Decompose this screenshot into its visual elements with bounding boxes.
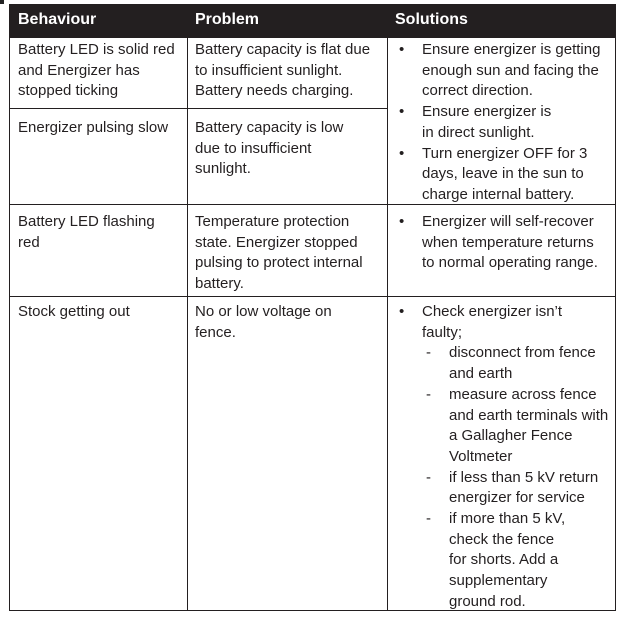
col-divider-1 — [187, 38, 188, 611]
solution-bullet: • Turn energizer OFF for 3 days, leave in the sun to charge internal battery. — [395, 144, 597, 206]
header-problem: Problem — [195, 11, 260, 28]
row4-behaviour: Stock getting out — [18, 303, 130, 320]
border-left — [9, 38, 10, 611]
solutions-row-4 — [395, 302, 615, 613]
table-header — [9, 4, 616, 38]
solution-subitem: - measure across fence and earth terminals with a Gallagher Fence Voltmeter — [395, 385, 609, 468]
solutions-rows-1-2 — [395, 40, 615, 206]
solution-bullet: • Energizer will self-recover when temperature returns to normal operating range. — [395, 212, 610, 274]
solution-subitem: - if more than 5 kV, check the fence for shorts. Add a supplementary ground rod. — [395, 509, 574, 613]
solution-bullet-text: Check energizer isn’t faulty; — [422, 303, 563, 341]
row1-problem: Battery capacity is flat due to insufficient sunlight. Battery needs charging. — [195, 41, 371, 100]
col-divider-2 — [387, 38, 388, 611]
corner-mark — [0, 0, 4, 4]
troubleshooting-table — [9, 4, 616, 611]
solution-bullet: • Ensure energizer is in direct sunlight. — [395, 102, 562, 143]
row1-behaviour: Battery LED is solid red and Energizer has stopped ticking — [18, 41, 175, 100]
solutions-row-3 — [395, 212, 615, 274]
row3-behaviour: Battery LED flashing red — [18, 213, 155, 251]
header-solutions: Solutions — [395, 11, 468, 28]
solution-bullet — [395, 302, 609, 613]
row3-problem: Temperature protection state. Energizer stopped pulsing to protect internal battery. — [195, 213, 363, 293]
row4-problem: No or low voltage on fence. — [195, 303, 332, 341]
solution-subitem: - if less than 5 kV return energizer for service — [395, 468, 614, 509]
row2-problem: Battery capacity is low due to insufficient sunlight. — [195, 119, 344, 178]
row-divider-3 — [9, 296, 616, 297]
row2-behaviour: Energizer pulsing slow — [18, 119, 169, 136]
header-behaviour: Behaviour — [18, 11, 97, 28]
row-divider-1 — [9, 108, 388, 109]
solution-bullet: • Ensure energizer is getting enough sun and facing the correct direction. — [395, 40, 615, 102]
solution-subitem: - disconnect from fence and earth — [395, 343, 614, 384]
